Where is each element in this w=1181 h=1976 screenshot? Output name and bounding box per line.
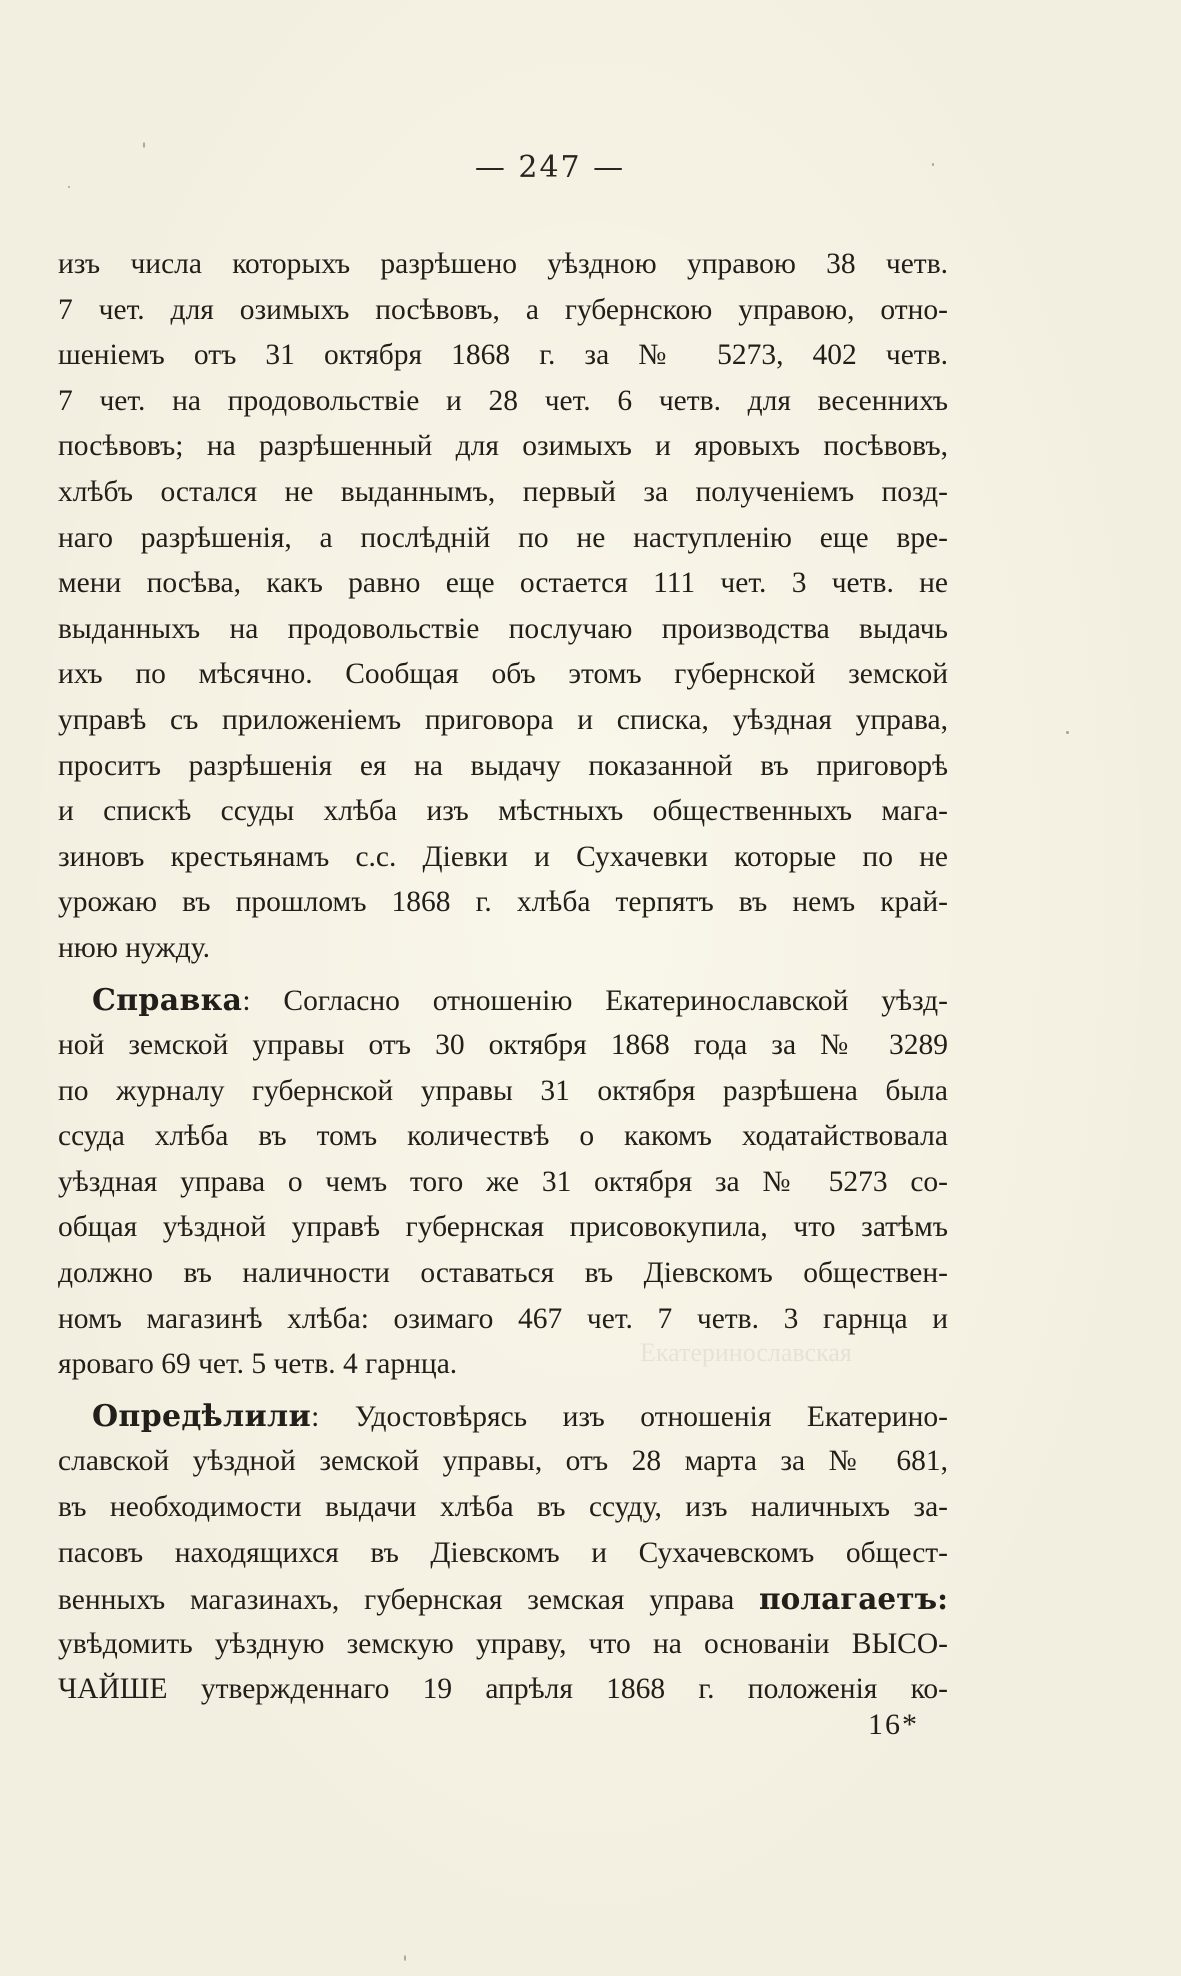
text-line: посѣвовъ; на разрѣшенный для озимыхъ и яровыхъ посѣвовъ, bbox=[58, 430, 948, 463]
text-line: 7 чет. на продовольствіе и 28 чет. 6 четв. для весеннихъ bbox=[58, 384, 948, 417]
paper-speck bbox=[143, 142, 145, 148]
paragraph-spravka bbox=[58, 978, 948, 1388]
text-line: мени посѣва, какъ равно еще остается 111 чет. 3 четв. не bbox=[58, 567, 948, 600]
text-run: : Удостовѣрясь изъ отношенія Екатерино- bbox=[311, 1400, 948, 1433]
text-line bbox=[58, 978, 948, 1024]
text-line bbox=[58, 1576, 948, 1622]
paper-speck bbox=[68, 186, 70, 188]
text-line: шеніемъ отъ 31 октября 1868 г. за № 5273, 402 четв. bbox=[58, 339, 948, 372]
text-line: яроваго 69 чет. 5 четв. 4 гарнца. bbox=[58, 1348, 458, 1381]
text-line: выданныхъ на продовольствіе послучаю производства выдачь bbox=[58, 612, 948, 645]
text-run: : Согласно отношенію Екатеринославской уѣзд- bbox=[242, 984, 948, 1017]
text-line: изъ числа которыхъ разрѣшено уѣздною управою 38 четв. bbox=[58, 248, 948, 280]
paragraph-opredelili bbox=[58, 1394, 948, 1713]
section-heading-spravka: Справка bbox=[92, 982, 243, 1018]
bleed-through-text: Екатеринославская bbox=[640, 1338, 852, 1367]
text-run: венныхъ магазинахъ, губернская земская управа bbox=[58, 1584, 735, 1617]
text-line: по журналу губернской управы 31 октября разрѣшена была bbox=[58, 1074, 948, 1107]
text-line: урожаю въ прошломъ 1868 г. хлѣба терпятъ въ немъ край- bbox=[58, 886, 948, 919]
text-line: ссуда хлѣба въ томъ количествѣ о какомъ ходатайствовала bbox=[58, 1120, 948, 1153]
text-line: общая уѣздной управѣ губернская присовокупила, что затѣмъ bbox=[58, 1211, 948, 1244]
text-line: ной земской управы отъ 30 октября 1868 года за № 3289 bbox=[58, 1029, 948, 1062]
text-line: увѣдомить уѣздную земскую управу, что на основаніи ВЫСО- bbox=[58, 1627, 948, 1660]
signature-mark: 16* bbox=[868, 1708, 919, 1741]
text-line: ЧАЙШЕ утвержденнаго 19 апрѣля 1868 г. положенія ко- bbox=[58, 1673, 948, 1706]
text-line: управѣ съ приложеніемъ приговора и списка, уѣздная управа, bbox=[58, 703, 948, 736]
section-heading-opredelili: Опредѣлили bbox=[92, 1398, 312, 1434]
text-line: славской уѣздной земской управы, отъ 28 марта за № 681, bbox=[58, 1445, 948, 1478]
text-line: зиновъ крестьянамъ с.с. Діевки и Сухачевки которые по не bbox=[58, 840, 948, 873]
text-line: уѣздная управа о чемъ того же 31 октября за № 5273 со- bbox=[58, 1165, 948, 1198]
text-line: пасовъ находящихся въ Діевскомъ и Сухачевскомъ общест- bbox=[58, 1536, 948, 1569]
page-number: — 247 — bbox=[474, 150, 626, 185]
text-line: хлѣбъ остался не выданнымъ, первый за полученіемъ позд- bbox=[58, 475, 948, 508]
text-line: проситъ разрѣшенія ея на выдачу показанной въ приговорѣ bbox=[58, 749, 948, 782]
text-line: нюю нужду. bbox=[58, 931, 210, 964]
text-line: наго разрѣшенія, а послѣдній по не наступленію еще вре- bbox=[58, 521, 948, 554]
text-line: въ необходимости выдачи хлѣба въ ссуду, изъ наличныхъ за- bbox=[58, 1491, 948, 1524]
text-line: номъ магазинѣ хлѣба: озимаго 467 чет. 7 четв. 3 гарнца и bbox=[58, 1302, 948, 1335]
paper-speck bbox=[404, 1955, 406, 1961]
bold-word-polagaet: полагаетъ: bbox=[759, 1581, 948, 1617]
paper-speck bbox=[1066, 731, 1069, 734]
text-line bbox=[58, 1394, 948, 1440]
text-line: и спискѣ ссуды хлѣба изъ мѣстныхъ общественныхъ мага- bbox=[58, 795, 948, 828]
body-text bbox=[58, 242, 948, 1713]
text-line: ихъ по мѣсячно. Сообщая объ этомъ губернской земской bbox=[58, 658, 948, 691]
paragraph-1 bbox=[58, 242, 948, 972]
text-line: должно въ наличности оставаться въ Діевскомъ обществен- bbox=[58, 1257, 948, 1290]
text-line: 7 чет. для озимыхъ посѣвовъ, а губернскою управою, отно- bbox=[58, 293, 948, 326]
